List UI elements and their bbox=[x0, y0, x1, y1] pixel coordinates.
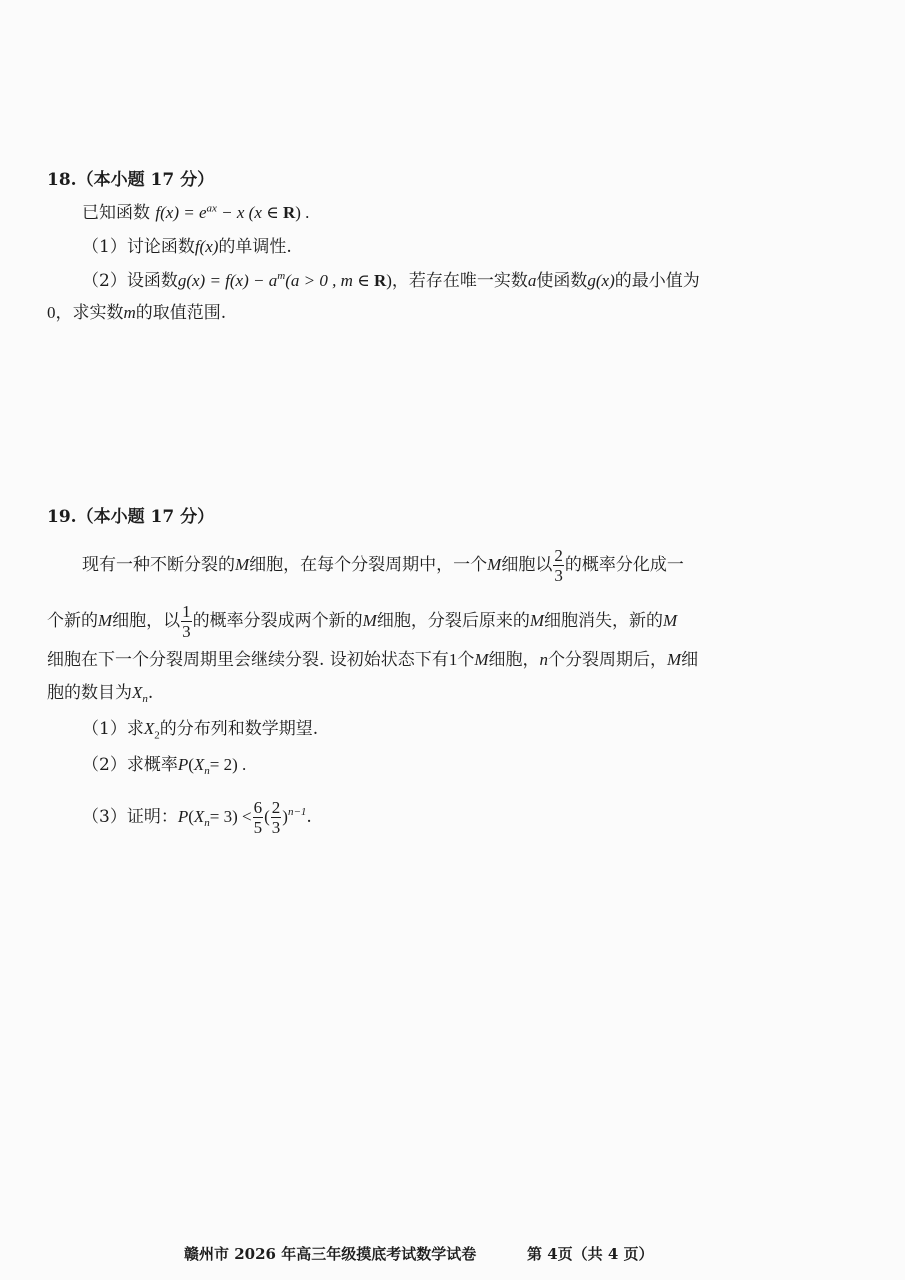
q19-line3: 细胞在下一个分裂周期里会继续分裂. 设初始状态下有1个M细胞，n个分裂周期后，M细 bbox=[47, 650, 699, 670]
footer-page-number: 第 4页（共 4 页） bbox=[527, 1245, 654, 1263]
q19-part1: （1）求$X_2$的分布列和数学期望. bbox=[82, 719, 319, 742]
fraction-six-fifths: $\frac{6}{5}$ bbox=[253, 798, 263, 837]
footer-title: 赣州市 2026 年高三年级摸底考试数学试卷 bbox=[184, 1245, 477, 1263]
q19-part3: （3）证明：$P(X_n= 3)$ < $\frac{6}{5}$ ( $\frac{2}{3}$ )$^{n-1}$. bbox=[82, 798, 312, 837]
q18-part2-line2: 0，求实数m的取值范围. bbox=[47, 303, 227, 323]
q18-intro: 已知函数 $f(x) = e^{ax} - x$ (x ∈ R) . bbox=[82, 202, 310, 223]
fraction-one-third: $\frac{1}{3}$ bbox=[182, 602, 191, 641]
fraction-two-thirds: $\frac{2}{3}$ bbox=[554, 546, 563, 585]
q19-line4: 胞的数目为$X_n$. bbox=[47, 683, 154, 706]
fraction-two-thirds-power: $\frac{2}{3}$ bbox=[271, 798, 281, 837]
q19-heading: 19.（本小题 17 分） bbox=[47, 507, 215, 527]
q19-line2: 个新的M细胞，以 $\frac{1}{3}$ 的概率分裂成两个新的M细胞，分裂后原来的M细胞消失，新的M bbox=[47, 602, 678, 641]
q18-part1: （1）讨论函数f(x)的单调性. bbox=[82, 237, 292, 257]
q18-heading: 18.（本小题 17 分） bbox=[47, 170, 215, 190]
q19-line1: 现有一种不断分裂的M细胞，在每个分裂周期中，一个M细胞以 $\frac{2}{3}$ 的概率分化成一 bbox=[82, 546, 684, 585]
q19-part2: （2）求概率$P(X_n= 2)$ . bbox=[82, 755, 247, 778]
q18-part2: （2）设函数$g(x) = f(x) - a^m(a > 0$ , m ∈ R)，若存在唯一实数a使函数g(x)的最小值为 bbox=[82, 270, 700, 291]
